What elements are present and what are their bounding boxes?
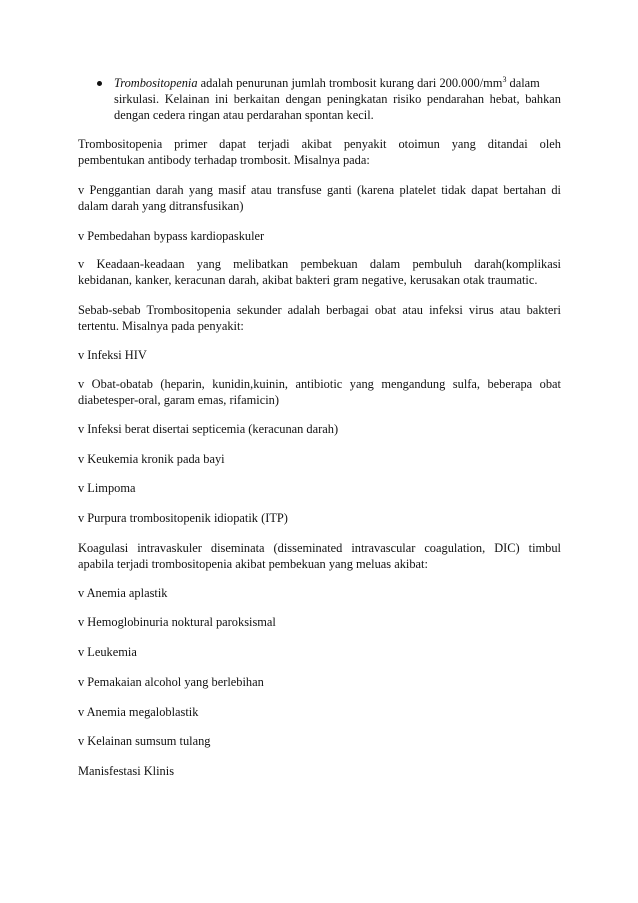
list-item-leukemia-bayi [78,451,561,467]
paragraph-dic [78,540,561,572]
list-item-obat [78,376,561,408]
list-item-limpoma [78,480,561,496]
paragraph-line: pembentukan antibody terhadap trombosit. Misalnya pada: [78,153,370,167]
list-item-line: v Anemia megaloblastik [78,705,199,719]
list-item-septicemia [78,421,561,437]
list-item-sumsum [78,733,561,749]
list-item-line: diabetesper-oral, garam emas, rifamicin) [78,393,280,407]
paragraph-sekunder [78,302,561,334]
bullet-line-2: sirkulasi. Kelainan ini berkaitan dengan peningkatan risiko pendarahan hebat, bahkan [114,92,561,106]
paragraph-line: Sebab-sebab Trombositopenia sekunder adalah berbagai obat atau infeksi virus atau bakteri [78,303,561,317]
list-item-alcohol [78,674,561,690]
list-item-penggantian [78,182,561,214]
heading-manifestasi: Manisfestasi Klinis [78,764,175,778]
list-item-anemia-aplastik [78,585,561,601]
list-item-hemoglobinuria [78,614,561,630]
list-item-line: v Pembedahan bypass kardiopaskuler [78,229,265,243]
list-item-megaloblastik [78,704,561,720]
list-item-line: v Kelainan sumsum tulang [78,734,211,748]
bullet-line-1-end: dalam [506,76,540,90]
italic-term: Trombositopenia [114,76,198,90]
bullet-line-1-text: adalah penurunan jumlah trombosit kurang dari 200.000/mm [197,76,503,90]
section-heading [78,763,561,779]
list-item-line: v Keadaan-keadaan yang melibatkan pembekuan dalam pembuluh darah(komplikasi [78,257,561,271]
list-item-line: v Limpoma [78,481,136,495]
list-item-line: v Infeksi berat disertai septicemia (keracunan darah) [78,422,339,436]
list-item-hiv [78,347,561,363]
bullet-line-1 [114,75,561,91]
list-item-line: v Hemoglobinuria noktural paroksismal [78,615,276,629]
bullet-line-3: dengan cedera ringan atau perdarahan spontan kecil. [114,108,374,122]
list-item-bypass [78,228,561,244]
list-item-itp [78,510,561,526]
list-item-line: v Penggantian darah yang masif atau transfuse ganti (karena platelet tidak dapat bertahan di [78,183,561,197]
list-item-line: kebidanan, kanker, keracunan darah, akibat bakteri gram negative, kerusakan otak traumatic. [78,273,538,287]
superscript: 3 [502,74,507,84]
list-item-line: v Pemakaian alcohol yang berlebihan [78,675,264,689]
list-item-line: v Keukemia kronik pada bayi [78,452,225,466]
list-item-line: v Anemia aplastik [78,586,168,600]
list-item-line: v Infeksi HIV [78,348,147,362]
paragraph-line: tertentu. Misalnya pada penyakit: [78,319,244,333]
list-item-line: v Obat-obatab (heparin, kunidin,kuinin, antibiotic yang mengandung sulfa, beberapa obat [78,377,561,391]
list-item-leukemia [78,644,561,660]
paragraph-line: Koagulasi intravaskuler diseminata (disseminated intravascular coagulation, DIC) timbul [78,541,561,555]
list-item-line: v Leukemia [78,645,137,659]
paragraph-primer [78,136,561,168]
paragraph-line: apabila terjadi trombositopenia akibat pembekuan yang meluas akibat: [78,557,428,571]
list-item-keadaan [78,256,561,288]
paragraph-line: Trombositopenia primer dapat terjadi akibat penyakit otoimun yang ditandai oleh [78,137,561,151]
list-item-line: v Purpura trombositopenik idiopatik (ITP) [78,511,288,525]
list-item-line: dalam darah yang ditransfusikan) [78,199,244,213]
bullet-dot-icon [97,81,102,86]
